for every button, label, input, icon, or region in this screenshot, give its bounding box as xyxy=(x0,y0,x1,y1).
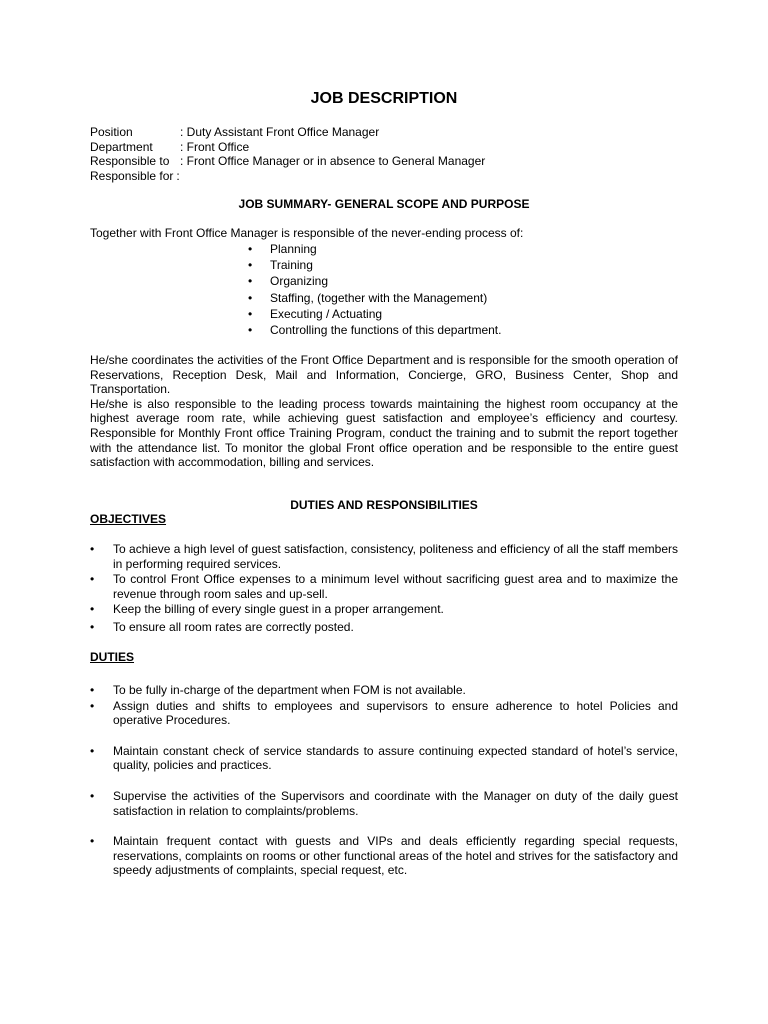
bullet-icon: • xyxy=(248,290,253,305)
bullet-icon: • xyxy=(248,242,253,256)
summary-intro: Together with Front Office Manager is responsible of the never-ending process of: xyxy=(90,226,524,240)
bullet-icon: • xyxy=(90,602,95,617)
info-key: Responsible to xyxy=(90,154,170,169)
bullet-icon: • xyxy=(90,834,95,849)
bullet-icon: • xyxy=(248,322,253,337)
bullet-icon: • xyxy=(90,698,95,713)
summary-paragraph-2: He/she is also responsible to the leading process towards maintaining the highest room occupancy at the highest average room rate, while achieving guest satisfaction and employee’s efficiency and courtesy. Responsible for Monthly Front office Training Program, conduct the training and to submit the report together with the attendance list. To monitor the global Front office operation and be responsible to the entire guest satisfaction with accommodation, billing and services. xyxy=(90,396,678,470)
list-item: • Controlling the functions of this department. xyxy=(248,322,502,337)
summary-paragraphs xyxy=(90,353,678,470)
info-value: : xyxy=(176,168,180,183)
duties-responsibilities-heading: DUTIES AND RESPONSIBILITIES xyxy=(290,498,478,512)
duties-list xyxy=(90,683,678,878)
list-item: • Staffing, (together with the Management) xyxy=(248,290,488,305)
info-value: : Front Office Manager or in absence to General Manager xyxy=(180,154,486,169)
info-row-responsible-for xyxy=(90,169,485,184)
summary-list xyxy=(248,241,501,338)
list-item: • To ensure all room rates are correctly posted. xyxy=(90,619,354,634)
bullet-icon: • xyxy=(90,572,95,587)
bullet-icon: • xyxy=(90,619,95,634)
bullet-icon: • xyxy=(90,683,95,697)
bullet-icon: • xyxy=(248,274,253,289)
info-row-position xyxy=(90,125,485,140)
list-item: • Maintain frequent contact with guests and VIPs and deals efficiently regarding special requests, reservations, complaints on rooms or other functional areas of the hotel and strives for the satisfactory and speedy adjustments of complaints, special request, etc. xyxy=(90,834,678,878)
list-item: • Maintain constant check of service standards to assure continuing expected standard of hotel’s service, quality, policies and practices. xyxy=(90,743,678,773)
bullet-icon: • xyxy=(90,743,95,758)
info-row-responsible-to xyxy=(90,154,485,169)
info-key: Department xyxy=(90,139,153,154)
list-item: • Supervise the activities of the Supervisors and coordinate with the Manager on duty of the daily guest satisfaction in relation to complaints/problems. xyxy=(90,788,678,818)
duties-heading: DUTIES xyxy=(90,650,135,664)
info-value: : Front Office xyxy=(180,139,250,154)
list-item: • To achieve a high level of guest satisfaction, consistency, politeness and efficiency of all the staff members in performing required services. xyxy=(90,542,678,571)
list-item: • To control Front Office expenses to a minimum level without sacrificing guest area and to maximize the revenue through room sales and up-sell. xyxy=(90,572,678,601)
list-item: • Organizing xyxy=(248,274,329,289)
bullet-icon: • xyxy=(248,258,253,273)
bullet-icon: • xyxy=(248,306,253,321)
info-key: Position xyxy=(90,125,133,139)
list-item: • Training xyxy=(248,258,313,273)
page-title: JOB DESCRIPTION xyxy=(310,90,458,107)
list-item: • Planning xyxy=(248,242,317,256)
bullet-icon: • xyxy=(90,788,95,803)
info-value: : Duty Assistant Front Office Manager xyxy=(180,125,380,139)
objectives-list xyxy=(90,542,678,635)
list-item: • Keep the billing of every single guest in a proper arrangement. xyxy=(90,602,444,617)
summary-paragraph-1: He/she coordinates the activities of the Front Office Department and is responsible for the smooth operation of Reservations, Reception Desk, Mail and Information, Concierge, GRO, Business Center, Shop and Transportation. xyxy=(90,353,678,397)
list-item: • Assign duties and shifts to employees and supervisors to ensure adherence to hotel Policies and operative Procedures. xyxy=(90,698,678,728)
list-item: • Executing / Actuating xyxy=(248,306,383,321)
bullet-icon: • xyxy=(90,542,95,556)
summary-heading: JOB SUMMARY- GENERAL SCOPE AND PURPOSE xyxy=(238,197,530,211)
info-key: Responsible for xyxy=(90,168,174,183)
info-row-department xyxy=(90,140,485,155)
job-info-block xyxy=(90,125,485,183)
list-item: • To be fully in-charge of the department when FOM is not available. xyxy=(90,683,466,697)
objectives-heading: OBJECTIVES xyxy=(90,512,167,526)
